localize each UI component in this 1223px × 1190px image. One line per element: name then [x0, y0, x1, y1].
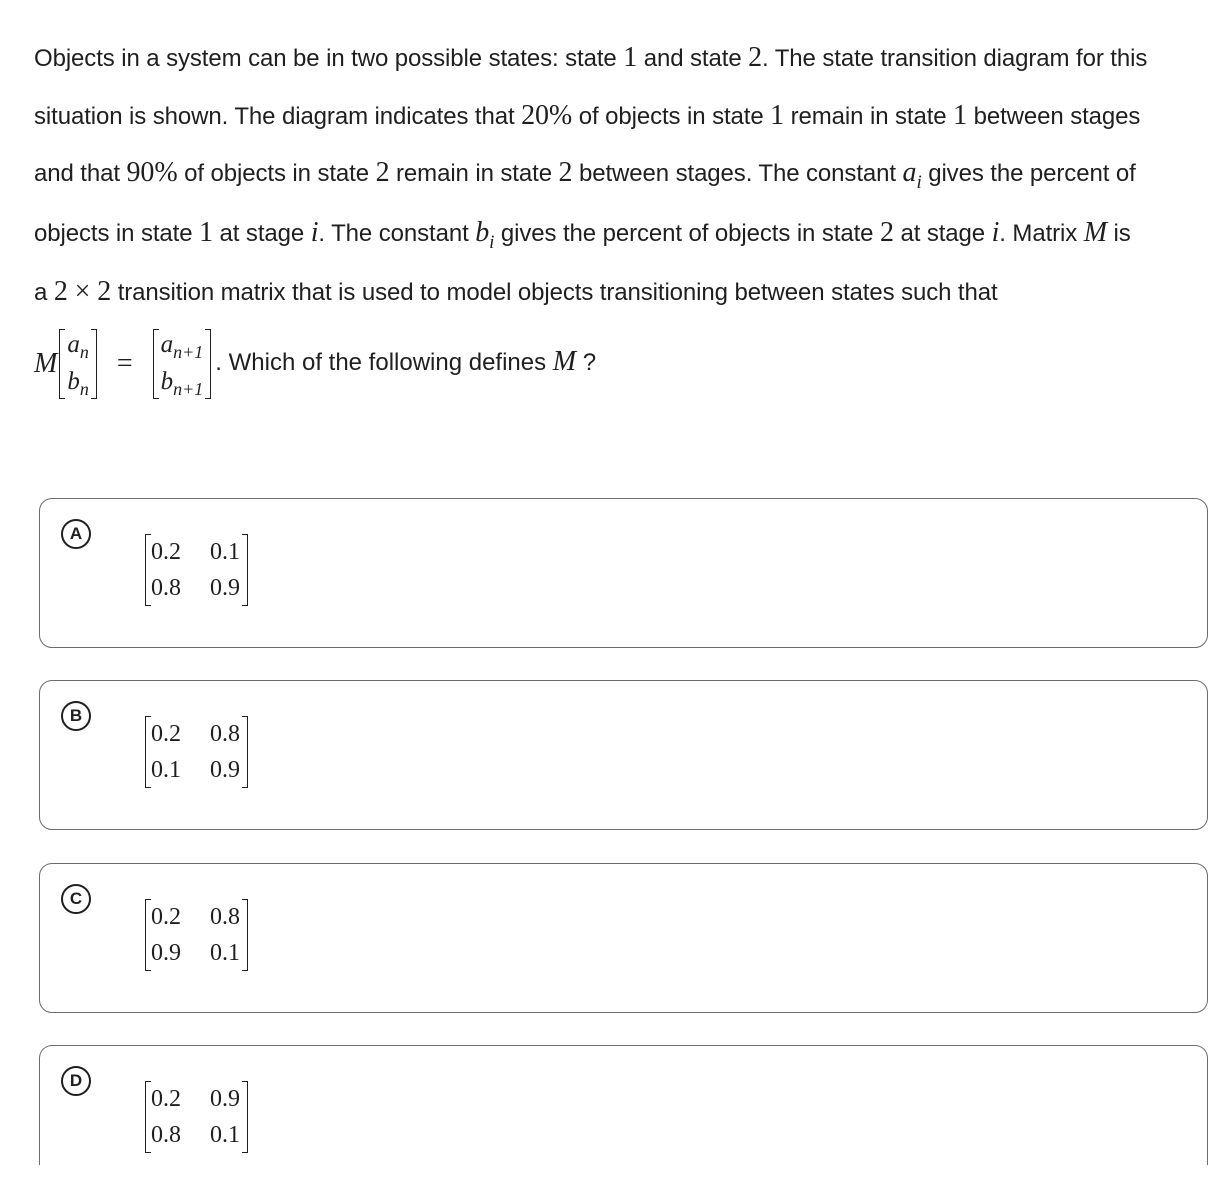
question-line-4: objects in state 1 at stage i. The constant $b_i$ gives the percent of objects in state 2 at stage i. Matrix M is	[34, 216, 1131, 253]
rhs-vector: $a_{n+1}$ $b_{n+1}$	[153, 329, 212, 399]
answer-option-a[interactable]	[39, 498, 1208, 648]
answer-option-b[interactable]	[39, 680, 1208, 830]
lhs-vector: $a_n$ $b_n$	[59, 329, 97, 399]
equals-sign: =	[116, 348, 133, 379]
option-letter-d: D	[61, 1066, 91, 1096]
question-line-1: Objects in a system can be in two possible states: state 1 and state 2. The state transition diagram for this	[34, 42, 1148, 73]
option-matrix: 0.2 0.8 0.9 0.1	[145, 899, 248, 971]
transition-equation	[34, 326, 596, 402]
question-line-2: situation is shown. The diagram indicates that 20% of objects in state 1 remain in state 1 between stages	[34, 99, 1141, 131]
option-matrix: 0.2 0.8 0.1 0.9	[145, 716, 248, 788]
option-matrix: 0.2 0.9 0.8 0.1	[145, 1081, 248, 1153]
option-letter-b: B	[61, 701, 91, 731]
option-matrix: 0.2 0.1 0.8 0.9	[145, 534, 248, 606]
answer-option-c[interactable]	[39, 863, 1208, 1013]
matrix-symbol: M	[34, 348, 58, 379]
option-letter-a: A	[61, 519, 91, 549]
question-text	[34, 30, 1214, 322]
option-letter-c: C	[61, 884, 91, 914]
question-prompt: . Which of the following defines M ?	[215, 346, 597, 377]
question-line-5: a 2 × 2 transition matrix that is used to model objects transitioning between states such that	[34, 276, 998, 307]
question-line-3: and that 90% of objects in state 2 remain in state 2 between stages. The constant $a_i$ gives the percent of	[34, 157, 1136, 193]
answer-option-d[interactable]	[39, 1045, 1208, 1165]
